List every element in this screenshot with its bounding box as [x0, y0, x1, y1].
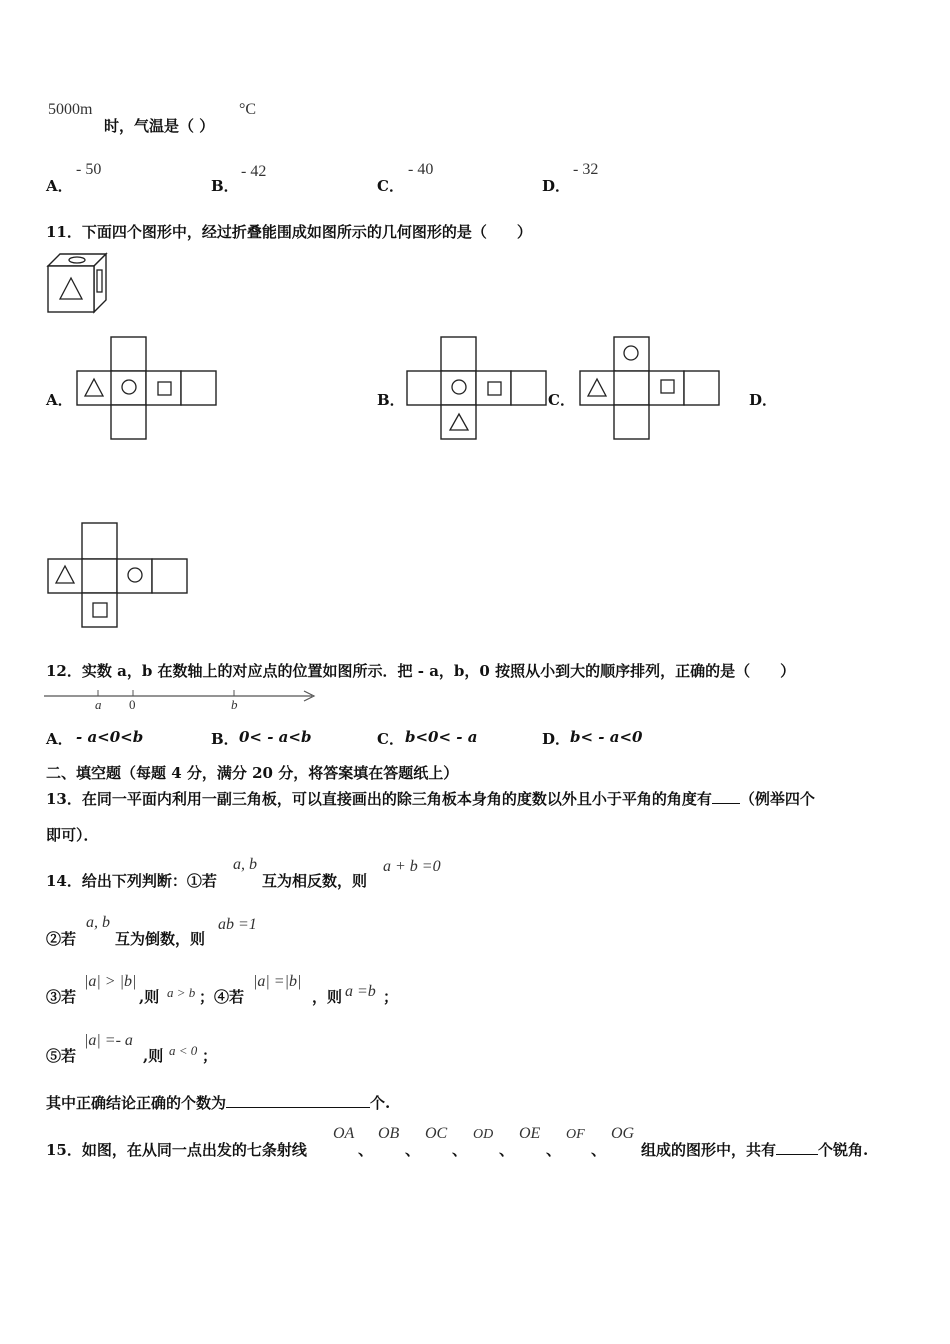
q14-s3-then: ,则: [139, 988, 160, 1006]
q12-option-d-value: b< - a<0: [570, 728, 643, 746]
q12-option-d-label: D．: [542, 730, 571, 748]
q15-ray-od: OD: [473, 1127, 494, 1142]
q14-s2-formula: ab =1: [218, 916, 257, 933]
q14-s3-sep: ；④若: [199, 988, 245, 1006]
q15-ray-og: OG: [611, 1125, 635, 1142]
q10-option-a-value: - 50: [76, 161, 102, 178]
q12-number-line: [44, 688, 324, 712]
q14-answer-blank[interactable]: [226, 1093, 370, 1108]
q14-s2-mid: 互为倒数，则: [115, 930, 206, 948]
q15-answer-blank[interactable]: [776, 1140, 818, 1155]
q14-s3-formula: a > b: [167, 985, 196, 1000]
q14-s5-then: ,则: [143, 1047, 164, 1065]
q14-s2-vars: a, b: [86, 914, 110, 931]
q14-s1-formula: a + b =0: [383, 858, 441, 875]
section2-title: 二、填空题（每题 4 分，满分 20 分，将答案填在答题纸上）: [46, 764, 459, 782]
q15-sep-5: 、: [546, 1141, 562, 1159]
q12-option-a-label: A．: [46, 730, 73, 748]
q12-axis-b: b: [231, 697, 238, 712]
q14-s4-cond: |a| =|b|: [253, 973, 302, 990]
q11-net-c[interactable]: [579, 336, 719, 441]
q14-conclusion-end: 个.: [370, 1094, 391, 1112]
q15-sep-2: 、: [405, 1141, 421, 1159]
q14-s5-end: ；: [202, 1047, 218, 1065]
q12-stem: 12．实数 a，b 在数轴上的对应点的位置如图所示．把 - a，b，0 按照从小到大的顺序排列，正确的是（ ）: [46, 662, 796, 680]
q15-ray-oe: OE: [519, 1125, 541, 1142]
q11-cube-figure: [44, 250, 114, 320]
q15-sep-4: 、: [499, 1141, 515, 1159]
q10-text: 时，气温是（ ）: [104, 117, 215, 135]
q13-line1: [46, 788, 815, 809]
q14-s2-prefix: ②若: [46, 930, 77, 948]
q10-unit: °C: [239, 101, 257, 118]
q15-tail: [641, 1139, 868, 1160]
q13-answer-blank[interactable]: [712, 789, 740, 804]
q14-conclusion-text: 其中正确结论正确的个数为: [46, 1094, 227, 1112]
q14-s3-cond: |a| > |b|: [84, 973, 137, 990]
q14-stem-prefix: 14．给出下列判断：①若: [46, 872, 217, 890]
q10-option-a-label: A．: [46, 177, 73, 195]
q12-option-b-label: B．: [211, 730, 239, 748]
q12-option-b-value: 0< - a<b: [239, 728, 312, 746]
q12-option-c-value: b<0< - a: [405, 728, 478, 746]
q10-option-b-value: - 42: [241, 163, 267, 180]
q14-conclusion: [46, 1092, 390, 1113]
q11-option-d-label: D．: [749, 391, 778, 409]
q10-option-b-label: B．: [211, 177, 239, 195]
q15-prefix: 15．如图，在从同一点出发的七条射线: [46, 1141, 307, 1159]
q14-s4-formula: a =b: [345, 983, 376, 1000]
q15-ray-ob: OB: [378, 1125, 400, 1142]
q15-suffix: 组成的图形中，共有: [641, 1141, 777, 1159]
q14-s3-prefix: ③若: [46, 988, 77, 1006]
q11-option-a-label: A．: [46, 391, 73, 409]
q12-option-a-value: - a<0<b: [76, 728, 144, 746]
q15-sep-6: 、: [591, 1141, 607, 1159]
q11-net-d[interactable]: [47, 522, 187, 629]
q10-option-c-label: C．: [377, 177, 404, 195]
q15-sep-3: 、: [452, 1141, 468, 1159]
q14-s5-cond: |a| =- a: [84, 1032, 133, 1049]
q10-altitude: 5000m: [48, 101, 93, 118]
q11-option-b-label: B．: [377, 391, 405, 409]
q11-net-b[interactable]: [406, 336, 546, 441]
q15-ray-of: OF: [566, 1127, 585, 1142]
q14-s1-vars: a, b: [233, 856, 257, 873]
q15-ray-oa: OA: [333, 1125, 355, 1142]
q11-net-a[interactable]: [76, 336, 216, 441]
q14-s5-prefix: ⑤若: [46, 1047, 77, 1065]
q15-sep-1: 、: [358, 1141, 374, 1159]
q10-option-c-value: - 40: [408, 161, 434, 178]
q10-option-d-label: D．: [542, 177, 571, 195]
q12-axis-a: a: [95, 697, 102, 712]
q10-option-d-value: - 32: [573, 161, 599, 178]
q14-s4-end: ；: [383, 988, 399, 1006]
q13-line1-tail: （例举四个: [739, 790, 815, 808]
q14-s5-formula: a < 0: [169, 1043, 198, 1058]
q11-stem: 11．下面四个图形中，经过折叠能围成如图所示的几何图形的是（ ）: [46, 223, 532, 241]
q14-s1-mid: 互为相反数，则: [262, 872, 368, 890]
q15-ray-oc: OC: [425, 1125, 448, 1142]
q12-axis-zero: 0: [129, 697, 136, 712]
q15-end: 个锐角.: [818, 1141, 869, 1159]
q12-option-c-label: C．: [377, 730, 404, 748]
q11-option-c-label: C．: [548, 391, 575, 409]
q13-line2: 即可）．: [46, 826, 99, 844]
q14-s4-then: ，则: [312, 988, 343, 1006]
q13-line1-text: 13．在同一平面内利用一副三角板，可以直接画出的除三角板本身角的度数以外且小于平角的角度有: [46, 790, 712, 808]
